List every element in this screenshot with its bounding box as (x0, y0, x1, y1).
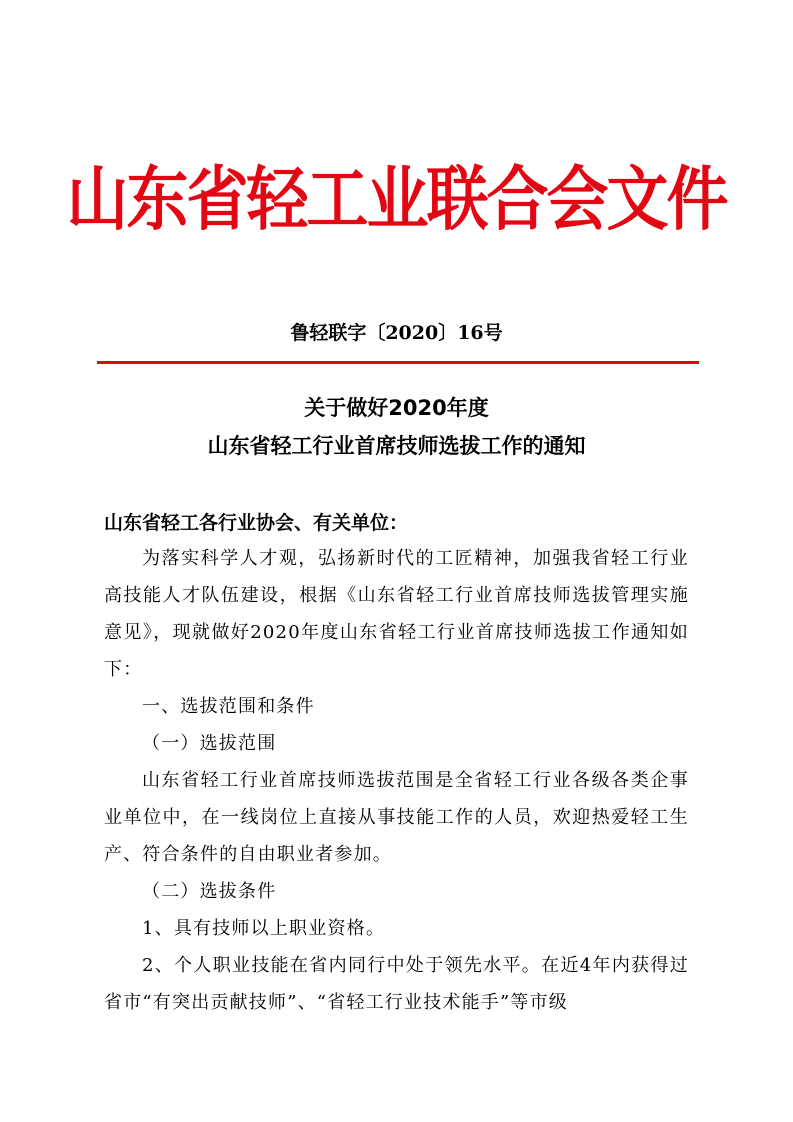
salutation: 山东省轻工各行业协会、有关单位： (104, 512, 409, 534)
masthead-title: 山东省轻工业联合会文件 (66, 158, 727, 240)
condition-item-1: 1、具有技师以上职业资格。 (142, 918, 386, 939)
notice-title-line-2: 山东省轻工行业首席技师选拔工作的通知 (207, 434, 586, 458)
section-heading-1: 一、选拔范围和条件 (142, 696, 315, 717)
paragraph-intro: 为落实科学人才观，弘扬新时代的工匠精神，加强我省轻工行业高技能人才队伍建设，根据《山东省轻工行业首席技师选拔管理实施意见》，现就做好2020年度山东省轻工行业首席技师选拔工作通知如下： (104, 548, 689, 680)
notice-title-line-1: 关于做好2020年度 (304, 396, 489, 420)
subsection-heading-scope: （一）选拔范围 (142, 733, 277, 754)
red-divider-rule (97, 361, 699, 364)
paragraph-scope: 山东省轻工行业首席技师选拔范围是全省轻工行业各级各类企事业单位中，在一线岗位上直接从事技能工作的人员，欢迎热爱轻工生产、符合条件的自由职业者参加。 (104, 770, 689, 865)
subsection-heading-conditions: （二）选拔条件 (142, 881, 277, 902)
document-number: 鲁轻联字〔2020〕16号 (290, 322, 503, 344)
body-text (104, 540, 689, 1021)
condition-item-2: 2、个人职业技能在省内同行中处于领先水平。在近4年内获得过省市“有突出贡献技师”、“省轻工行业技术能手”等市级 (104, 955, 689, 1013)
